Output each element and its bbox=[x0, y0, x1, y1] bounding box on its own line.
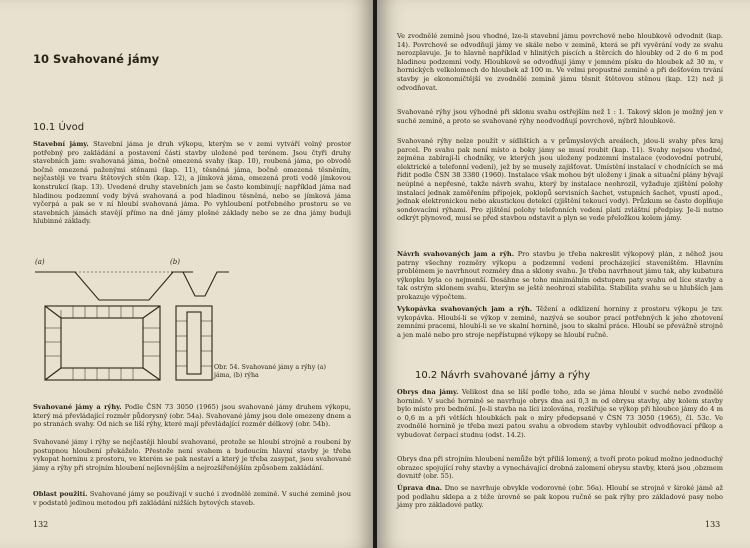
figure-caption: Obr. 54. Svahované jámy a rýhy (a) jáma, (b) rýha bbox=[214, 364, 326, 380]
left-page bbox=[0, 0, 373, 548]
paragraph-body: Svahované jámy se používají v suché i zvodnělé zemině. V suché zemině jsou v podstatě jedinou metodou při zakládání nižších bytových staveb. bbox=[33, 490, 351, 507]
paragraph bbox=[33, 490, 351, 507]
paragraph-lead: Vykopávka svahovaných jam a rýh. bbox=[397, 305, 533, 313]
paragraph-lead: Návrh svahovaných jam a rýh. bbox=[397, 250, 514, 258]
section-title: 10.2 Návrh svahované jámy a rýhy bbox=[415, 370, 591, 381]
figure-label-b: (b) bbox=[170, 258, 180, 266]
paragraph bbox=[397, 250, 723, 302]
paragraph-body: Těžení a odklizení horniny z prostoru výkopu je tzv. vykopávka. Hloubí-li se výkop v zemině, nazývá se soubor prací potřebných k jeho zhotovení zemními pracemi, hloubí-li se ve skalní hornině, jsou to skalní práce. Hloubí se převážně strojně a jen malé nebo pro stroje nepřístupné výkopy se hloubí ručně. bbox=[397, 305, 723, 339]
figure-label-a: (a) bbox=[35, 258, 45, 266]
chapter-title: 10 Svahované jámy bbox=[33, 52, 160, 66]
paragraph-lead: Stavební jámy. bbox=[33, 140, 89, 148]
paragraph: Svahované rýhy jsou výhodné při sklonu svahu ostřejším než 1 : 1. Takový sklon je možný jen v suché zemině, a proto se svahované rýhy neodvodňují povrchově, nýbrž hloubkově. bbox=[397, 108, 723, 125]
paragraph-lead: Svahované jámy a rýhy. bbox=[33, 403, 122, 411]
right-page bbox=[377, 0, 750, 548]
paragraph: Svahované rýhy nelze použít v sídlištích a v průmyslových areálech, jdou-li svahy přes kraj parcel. Po svahu pak není místo a boky jámy se musí roubit (kap. 11). Svahy nejsou vhodné, zejména zabírají-li chodníky, ve kterých jsou uloženy podzemní instalace (vodovodní potrubí, elektrické a telefonní vedení), jež by se musely zajišťovat. Umístění instalací v chodnících se má řídit podle ČSN 38 3380 (1960). Instalace však mohou být uloženy i jinak a situační plány bývají neúplné a nepřesné, takže návrh svahu, který by instalace neohrozil, vyžaduje zjištění polohy instalací jednak zaměřením přípojek, poklopů servisních šachet, vstupních šachet, vpustí apod., jednak elektronickou nebo akustickou detekcí (zjištění tekoucí vody). Průzkum se často doplňuje sondovacími rýhami. Pro zjištění polohy telefonních vedení platí zvláštní předpisy. Je-li nutno odkrýt plynovod, musí se před stavbou odstavit a plyn se vede přeložkou kolem jámy. bbox=[397, 137, 723, 223]
page-number: 133 bbox=[705, 520, 721, 529]
paragraph: Svahované jámy i rýhy se nejčastěji hloubí svahované, protože se hloubí strojně a roubení by postupnou hloubení překáželo. Přestože není svahem a budoucím hlavní stavby je třeba vykopat horninu z prostoru, ve kterém se pak nestaví a který je třeba zasypat, jsou svahované jámy a rýhy při strojním hloubení nejlevnějším a nejrozšířenějším způsobem zakládání. bbox=[33, 438, 351, 472]
paragraph-body: Pro stavbu je třeba nakreslit výkopový plán, z něhož jsou patrny všechny rozměry výkopu a podzemní vedení procházející staveništěm. Hlavním problémem je navrhnout rozměry dna a sklony svahu. Je třeba navrhnout jámu tak, aby kubatura výkopku byla co nejmenší. Dosáhne se toho minimálním odstupem paty svahu od líce stavby a tak ostrým sklonem svahu, kterým se ještě neohrozí stabilita. Stabilita svahu se u hlubších jam prokazuje výpočtem. bbox=[397, 250, 723, 301]
paragraph-body: Velikost dna se liší podle toho, zda se jáma hloubí v suché nebo zvodnělé hornině. V suché hornině se navrhuje obrys dna asi 0,3 m od obrysu stavby, aby kolem stavby bylo místo pro bednění. Je-li stavba na líci izolována, rozšiřuje se výkop při hloubce jámy do 4 m o 0,6 m a při větších hloubkách pak o míry předepsané v ČSN 73 3050 (1965), čl. 53c. Ve zvodnělé hornině je třeba mezi patou svahu a obvodem stavby vyhloubit odvodňovací příkop a vybudovat čerpací studnu (odst. 14.2). bbox=[397, 388, 723, 439]
paragraph-body: Podle ČSN 73 3050 (1965) jsou svahované jámy druhem výkopu, který má převládající rozměr půdorysný (obr. 54a). Svahované jámy jsou dole omezeny dnem a po stranách svahy. Od nich se liší rýhy, které mají převládající rozměr délkový (obr. 54b). bbox=[33, 403, 351, 429]
paragraph bbox=[397, 484, 723, 510]
paragraph-body: Stavební jáma je druh výkopu, kterým se v zemi vytváří volný prostor potřebný pro zakládání a postavení části stavby uložené pod terénem. Jsou čtyři druhy stavebních jam: svahovaná jáma, bočně omezená svahy (kap. 10), roubená jáma, po obvodě bočně omezená paženými stěnami (kap. 11), těsněná jáma, bočně omezená těsněním, nejčastěji ve tvaru štětových stěn (kap. 12), a jímková jáma, omezená proti vodě jímkovou konstrukcí (kap. 13). Uvedené druhy stavebních jam se často kombinují; například jáma nad hladinou podzemní vody bývá svahovaná a pod hladinou těsněná, nebo se jímková jáma vyčerpá a pak se v ní hloubí svahovaná jáma. Po vyhloubení potřebného prostoru se ve stavebních jámách stavějí přímo na dně jámy plošné základy nebo se ze dna jámy buduji hlubinné základy. bbox=[33, 140, 351, 226]
paragraph-lead: Oblast použití. bbox=[33, 490, 88, 498]
paragraph-body: Dno se navrhuje obvykle vodorovné (obr. 56a). Hloubí se strojně v široké jámě až pod podlahu sklepa a z téže úrovně se pak kopou ručně se pak rýhy pro základové pasy nebo jámy pro základové patky. bbox=[397, 484, 723, 510]
paragraph-lead: Obrys dna jámy. bbox=[397, 388, 459, 396]
paragraph bbox=[33, 403, 351, 429]
paragraph bbox=[397, 388, 723, 440]
paragraph: Ve zvodnělé zemině jsou vhodné, lze-li stavební jámu povrchově nebo hloubkově odvodnit (kap. 14). Povrchově se odvodňují jámy ve skále nebo v zemině, která se při vyvěrání vody ze svahu nerozplavuje. Je to hlavně například v hlinitých píscích a štěrcích do hloubky od 2 do 6 m pod hladinou podzemní vody. Hloubkově se odvodňují jámy v jemném písku do hloubek až 30 m, v hornických velkolomech do hloubek až 100 m. Ve velmi propustné zemině a při dešťovém trvání stavby je ekonomičtější ve zvodnělé zemině jámu těsnit štětovou stěnou (kap. 12) než ji odvodňovat. bbox=[397, 32, 723, 92]
paragraph: Obrys dna při strojním hloubení nemůže být příliš lomený, a tvoří proto pokud možno jednoduchý obrazec spojující rohy stavby a vynechávající drobná zalomení obrysu stavby, která jsou ‚obzmem dovnitř (obr. 55). bbox=[397, 455, 723, 481]
page-number: 132 bbox=[33, 520, 49, 529]
paragraph-lead: Úprava dna. bbox=[397, 484, 443, 492]
paragraph bbox=[397, 305, 723, 339]
paragraph bbox=[33, 140, 351, 226]
section-title: 10.1 Úvod bbox=[33, 122, 85, 133]
